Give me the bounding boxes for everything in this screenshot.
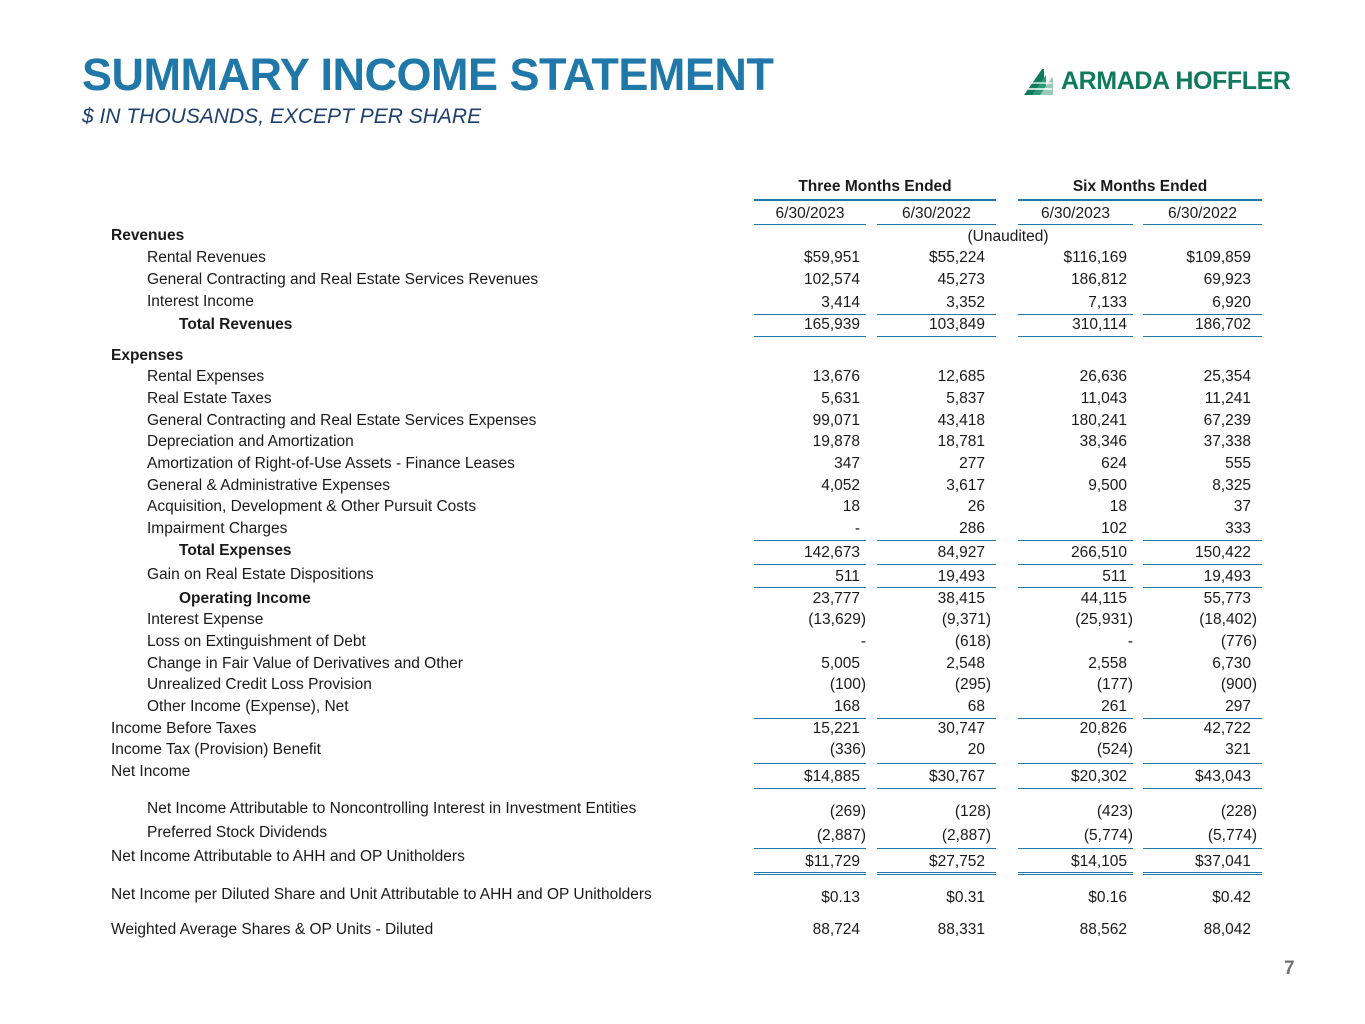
cell-value: 2,548	[946, 655, 985, 672]
cell-value: (2,887)	[941, 827, 991, 844]
table-row	[0, 719, 1365, 739]
subtotal-rule	[754, 587, 866, 588]
table-row	[0, 292, 1365, 312]
row-label: Depreciation and Amortization	[147, 433, 354, 450]
cell-value: $0.16	[1088, 889, 1127, 906]
table-row	[0, 885, 1365, 905]
cell-value: 18,781	[937, 433, 985, 450]
cell-value: $0.13	[821, 889, 860, 906]
cell-value: 2,558	[1088, 655, 1127, 672]
cell-value: 7,133	[1088, 294, 1127, 311]
cell-value: $43,043	[1194, 768, 1251, 785]
table-row	[0, 799, 1365, 819]
cell-value: 11,043	[1080, 390, 1127, 407]
cell-value: 102,574	[803, 271, 860, 288]
row-label: General Contracting and Real Estate Services Expenses	[147, 412, 537, 429]
cell-value: 25,354	[1203, 368, 1251, 385]
cell-value: 511	[1102, 568, 1127, 585]
total-rule	[1143, 336, 1262, 337]
cell-value: $59,951	[803, 249, 860, 266]
cell-value: $116,169	[1063, 249, 1127, 266]
cell-value: 555	[1225, 455, 1251, 472]
table-row	[0, 346, 1365, 366]
cell-value: 23,777	[812, 590, 860, 607]
cell-value: 9,500	[1088, 477, 1127, 494]
date-header: 6/30/2023	[1041, 205, 1110, 222]
cell-value: 310,114	[1072, 316, 1127, 333]
cell-value: (900)	[1220, 676, 1257, 693]
table-row	[0, 740, 1365, 760]
cell-value: 11,241	[1204, 390, 1251, 407]
cell-value: 18	[842, 498, 860, 515]
total-rule	[754, 788, 866, 789]
subtotal-rule	[1143, 564, 1262, 565]
row-label: Net Income Attributable to AHH and OP Unitholders	[111, 848, 465, 865]
cell-value: 18	[1109, 498, 1127, 515]
logo-text: ARMADA HOFFLER	[1061, 66, 1291, 95]
cell-value: (269)	[829, 803, 866, 820]
table-row	[0, 389, 1365, 409]
table-row	[0, 497, 1365, 517]
cell-value: 19,493	[937, 568, 985, 585]
table-row	[0, 226, 1365, 246]
cell-value: (423)	[1096, 803, 1133, 820]
cell-value: 99,071	[812, 412, 860, 429]
cell-value: 321	[1225, 741, 1251, 758]
row-label: Other Income (Expense), Net	[147, 698, 349, 715]
row-label: Operating Income	[179, 590, 311, 607]
table-row	[0, 367, 1365, 387]
date-rule	[1143, 224, 1262, 225]
table-row	[0, 762, 1365, 785]
header-rule	[1018, 199, 1262, 201]
table-row	[0, 411, 1365, 431]
cell-value: (18,402)	[1199, 611, 1257, 628]
date-rule	[754, 224, 866, 225]
cell-value: 88,562	[1079, 921, 1127, 938]
cell-value: 297	[1225, 698, 1251, 715]
row-label: Income Before Taxes	[111, 720, 257, 737]
total-rule	[1018, 336, 1133, 337]
cell-value: 168	[834, 698, 860, 715]
total-rule	[1018, 788, 1133, 789]
table-row	[0, 454, 1365, 474]
cell-value: 15,221	[812, 720, 860, 737]
row-label: Net Income	[111, 763, 191, 780]
row-label: Impairment Charges	[147, 520, 288, 537]
subtotal-rule	[1143, 587, 1262, 588]
cell-value: 103,849	[928, 316, 985, 333]
cell-value: $20,302	[1070, 768, 1127, 785]
table-row	[0, 248, 1365, 268]
row-label: General Contracting and Real Estate Services Revenues	[147, 271, 539, 288]
cell-value: (336)	[829, 741, 866, 758]
cell-value: 42,722	[1203, 720, 1251, 737]
cell-value: 20	[967, 741, 985, 758]
row-label: Income Tax (Provision) Benefit	[111, 741, 321, 758]
subtotal-rule	[754, 564, 866, 565]
cell-value: (5,774)	[1207, 827, 1257, 844]
three-months-header: Three Months Ended	[798, 178, 952, 195]
cell-value: $55,224	[928, 249, 985, 266]
cell-value: 88,042	[1203, 921, 1251, 938]
cell-value: 13,676	[812, 368, 860, 385]
cell-value: 180,241	[1070, 412, 1127, 429]
cell-value: 333	[1225, 520, 1251, 537]
subtotal-rule	[1018, 564, 1133, 565]
row-label: Rental Expenses	[147, 368, 265, 385]
header-rule	[754, 199, 996, 201]
cell-value: (295)	[954, 676, 991, 693]
cell-value: 43,418	[937, 412, 985, 429]
row-label: Gain on Real Estate Dispositions	[147, 566, 374, 583]
cell-value: 277	[959, 455, 985, 472]
total-rule	[877, 336, 996, 337]
six-months-header: Six Months Ended	[1072, 178, 1208, 195]
cell-value: (9,371)	[941, 611, 991, 628]
cell-value: 624	[1101, 455, 1127, 472]
cell-value: (100)	[829, 676, 866, 693]
cell-value: 261	[1101, 698, 1127, 715]
grand-total-rule	[1018, 872, 1133, 875]
cell-value: 186,812	[1070, 271, 1127, 288]
date-rule	[1018, 224, 1133, 225]
row-label: Interest Income	[147, 293, 254, 310]
cell-value: 8,325	[1212, 477, 1251, 494]
cell-value: (5,774)	[1083, 827, 1133, 844]
cell-value: $30,767	[928, 768, 985, 785]
cell-value: 3,414	[821, 294, 860, 311]
cell-value: 5,005	[821, 655, 860, 672]
cell-value: 142,673	[803, 544, 860, 561]
cell-value: 150,422	[1194, 544, 1251, 561]
row-label: Unrealized Credit Loss Provision	[147, 676, 372, 693]
subtotal-rule	[1018, 587, 1133, 588]
cell-value: $14,105	[1070, 853, 1127, 870]
table-row	[0, 565, 1365, 585]
cell-value: 4,052	[821, 477, 860, 494]
cell-value: 88,331	[937, 921, 985, 938]
page-subtitle: $ IN THOUSANDS, EXCEPT PER SHARE	[82, 105, 482, 128]
grand-total-rule	[877, 872, 996, 875]
cell-value: 165,939	[803, 316, 860, 333]
cell-value: (177)	[1096, 676, 1133, 693]
section-heading: Revenues	[111, 227, 185, 244]
grand-total-rule	[1143, 872, 1262, 875]
row-label: General & Administrative Expenses	[147, 477, 390, 494]
cell-value: 69,923	[1203, 271, 1251, 288]
cell-value: 5,631	[821, 390, 860, 407]
cell-value: 5,837	[946, 390, 985, 407]
cell-value: $37,041	[1194, 853, 1251, 870]
table-row	[0, 920, 1365, 940]
page-number: 7	[1284, 958, 1295, 979]
page-title: SUMMARY INCOME STATEMENT	[82, 49, 774, 100]
cell-value: 20,826	[1079, 720, 1127, 737]
cell-value: 3,617	[946, 477, 985, 494]
row-label: Real Estate Taxes	[147, 390, 272, 407]
cell-value: 26,636	[1079, 368, 1127, 385]
subtotal-rule	[877, 564, 996, 565]
row-label: Loss on Extinguishment of Debt	[147, 633, 366, 650]
cell-value: $27,752	[928, 853, 985, 870]
cell-value: $0.31	[946, 889, 985, 906]
row-label: Interest Expense	[147, 611, 264, 628]
cell-value: (128)	[954, 803, 991, 820]
table-row	[0, 675, 1365, 695]
table-row	[0, 823, 1365, 843]
cell-value: 186,702	[1194, 316, 1251, 333]
cell-value: 38,346	[1079, 433, 1127, 450]
row-label: Total Expenses	[179, 542, 292, 559]
table-row	[0, 541, 1365, 561]
total-rule	[754, 336, 866, 337]
cell-value: 266,510	[1070, 544, 1127, 561]
cell-value: $0.42	[1212, 889, 1251, 906]
cell-value: 286	[959, 520, 985, 537]
row-label: Change in Fair Value of Derivatives and Other	[147, 655, 463, 672]
cell-value: 68	[967, 698, 985, 715]
row-label: Preferred Stock Dividends	[147, 824, 328, 841]
table-row	[0, 654, 1365, 674]
cell-value: 38,415	[937, 590, 985, 607]
row-label: Amortization of Right-of-Use Assets - Finance Leases	[147, 455, 515, 472]
subtotal-rule	[877, 587, 996, 588]
table-row	[0, 697, 1365, 717]
table-row	[0, 589, 1365, 609]
table-row	[0, 610, 1365, 630]
cell-value: 3,352	[946, 294, 985, 311]
cell-value: (228)	[1220, 803, 1257, 820]
table-row	[0, 315, 1365, 335]
cell-value: 67,239	[1203, 412, 1251, 429]
row-label: Total Revenues	[179, 316, 293, 333]
date-header: 6/30/2023	[775, 205, 845, 222]
cell-value: 88,724	[812, 921, 860, 938]
cell-value: 84,927	[937, 544, 985, 561]
cell-value: 45,273	[937, 271, 985, 288]
row-label: Net Income Attributable to Noncontrolling Interest in Investment Entities	[147, 800, 637, 817]
cell-value: 55,773	[1203, 590, 1251, 607]
cell-value: 37,338	[1203, 433, 1251, 450]
table-row	[0, 632, 1365, 652]
cell-value: 19,878	[812, 433, 860, 450]
cell-value: 19,493	[1203, 568, 1251, 585]
cell-value: 26	[967, 498, 985, 515]
cell-value: $109,859	[1186, 249, 1251, 266]
cell-value: 511	[835, 568, 860, 585]
row-label: Weighted Average Shares & OP Units - Diluted	[111, 921, 434, 938]
cell-value: 6,730	[1212, 655, 1251, 672]
section-heading: Expenses	[111, 347, 184, 364]
table-row	[0, 270, 1365, 290]
unaudited-label: (Unaudited)	[967, 228, 1049, 245]
total-rule	[1143, 788, 1262, 789]
cell-value: $11,729	[805, 853, 860, 870]
row-label: Acquisition, Development & Other Pursuit Costs	[147, 498, 477, 515]
cell-value: 6,920	[1212, 294, 1251, 311]
cell-value: $14,885	[803, 768, 860, 785]
cell-value: -	[1127, 633, 1133, 650]
cell-value: 44,115	[1080, 590, 1127, 607]
date-header: 6/30/2022	[1168, 205, 1237, 222]
cell-value: (13,629)	[808, 611, 866, 628]
table-row	[0, 432, 1365, 452]
table-row	[0, 847, 1365, 870]
row-label: Net Income per Diluted Share and Unit Attributable to AHH and OP Unitholders	[111, 886, 652, 903]
row-label: Rental Revenues	[147, 249, 266, 266]
cell-value: (2,887)	[816, 827, 866, 844]
cell-value: 347	[834, 455, 860, 472]
cell-value: -	[860, 633, 866, 650]
cell-value: 12,685	[937, 368, 985, 385]
table-row	[0, 476, 1365, 496]
cell-value: 37	[1233, 498, 1251, 515]
date-header: 6/30/2022	[902, 205, 971, 222]
cell-value: 102	[1101, 520, 1127, 537]
total-rule	[877, 788, 996, 789]
cell-value: (524)	[1096, 741, 1133, 758]
cell-value: (25,931)	[1075, 611, 1133, 628]
table-row	[0, 519, 1365, 539]
cell-value: 30,747	[937, 720, 985, 737]
cell-value: -	[854, 520, 860, 537]
cell-value: (618)	[954, 633, 991, 650]
cell-value: (776)	[1220, 633, 1257, 650]
grand-total-rule	[754, 872, 866, 875]
date-rule	[877, 224, 996, 225]
